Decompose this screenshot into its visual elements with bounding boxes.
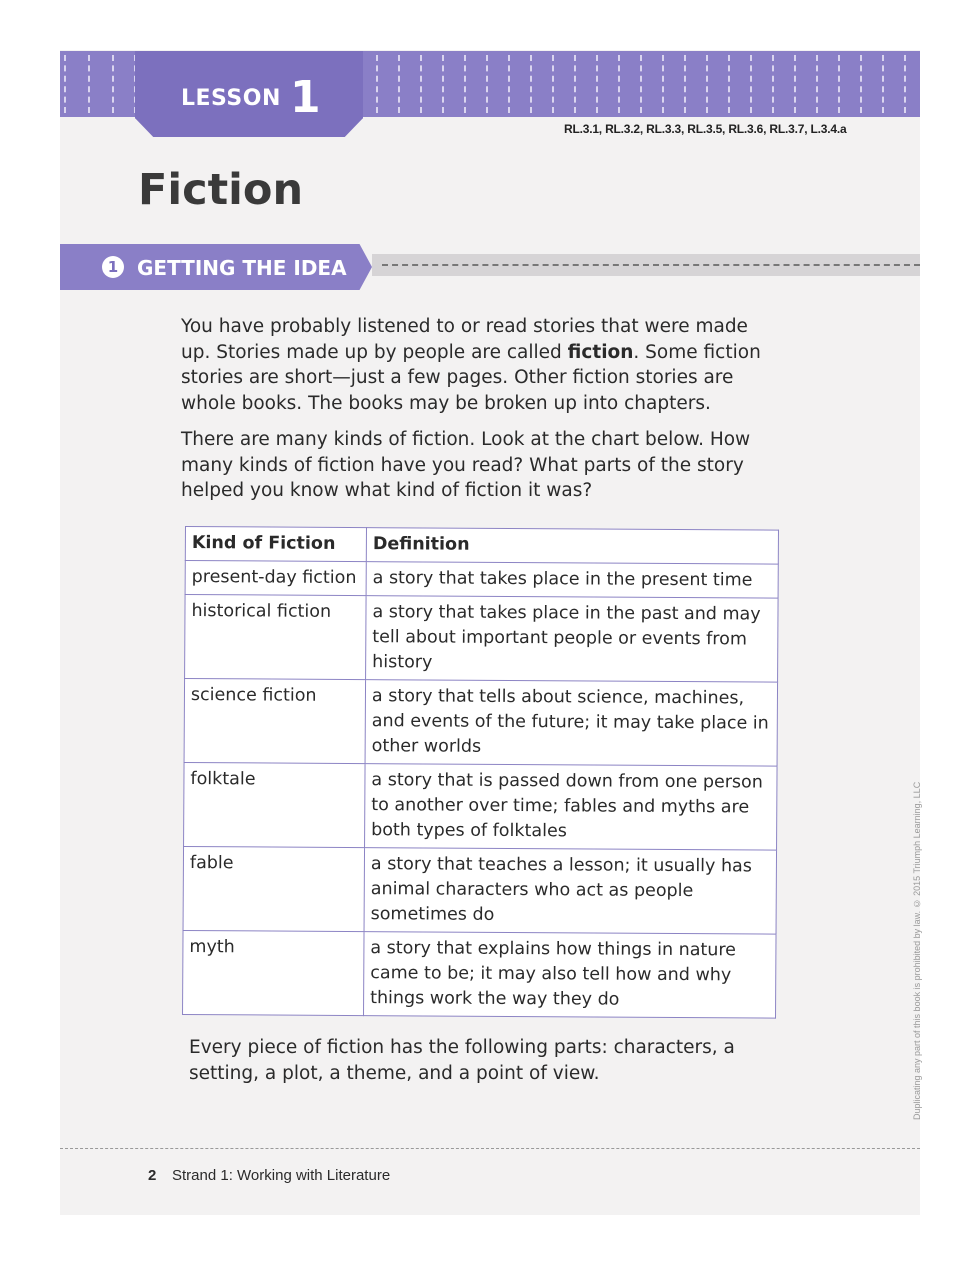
definition-cell: a story that takes place in the present time [366,562,778,599]
page-title: Fiction [138,165,304,215]
header-kind: Kind of Fiction [185,527,366,562]
footer-divider [60,1148,920,1149]
definition-cell: a story that explains how things in nature came to be; it may also tell how and why things work the way they do [364,932,777,1019]
lesson-label: LESSON [181,86,281,111]
intro-paragraph [181,314,771,416]
definition-cell: a story that tells about science, machines, and events of the future; it may take place in other worlds [365,680,778,767]
table-header-row [185,527,778,565]
kind-cell: folktale [184,762,366,847]
intro-text-end: . Some fiction stories are short—just a few pages. Other fiction stories are whole books. The books may be broken up into chapters. [181,341,761,414]
table-row [184,762,778,850]
kind-cell: science fiction [184,679,366,764]
page-number: 2 [148,1167,157,1184]
section-number-badge: 1 [102,256,124,278]
header-definition: Definition [366,528,778,565]
table-row [183,846,777,934]
kind-cell: present-day fiction [185,561,366,596]
standards-list: RL.3.1, RL.3.2, RL.3.3, RL.3.5, RL.3.6, RL.3.7, L.3.4.a [564,122,847,136]
fiction-term: fiction [567,341,634,363]
table-row [185,595,779,683]
kind-cell: historical fiction [185,595,367,680]
copyright-notice: Duplicating any part of this book is prohibited by law. © 2015 Triumph Learning, LLC [912,781,922,1120]
kind-cell: fable [183,846,365,931]
fiction-kinds-table [182,526,779,1019]
kind-cell: myth [183,930,365,1015]
table-row [183,930,777,1018]
strand-title: Strand 1: Working with Literature [172,1167,391,1184]
table-row [184,679,778,767]
intro-text-start: You have probably listened to or read stories that were made up. Stories made up by people are called [181,316,748,363]
definition-cell: a story that is passed down from one person to another over time; fables and myths are both types of folktales [365,764,778,851]
definition-cell: a story that takes place in the past and may tell about important people or events from history [366,596,779,683]
definition-cell: a story that teaches a lesson; it usually has animal characters who act as people sometimes do [364,848,777,935]
section-title: GETTING THE IDEA [137,256,347,280]
closing-paragraph: Every piece of fiction has the following parts: characters, a setting, a plot, a theme, and a point of view. [189,1037,735,1084]
chart-prompt-paragraph: There are many kinds of fiction. Look at the chart below. How many kinds of fiction have you read? What parts of the story helped you know what kind of fiction it was? [181,429,751,501]
table-row [185,561,778,599]
section-divider [372,254,920,276]
lesson-number: 1 [290,72,321,123]
